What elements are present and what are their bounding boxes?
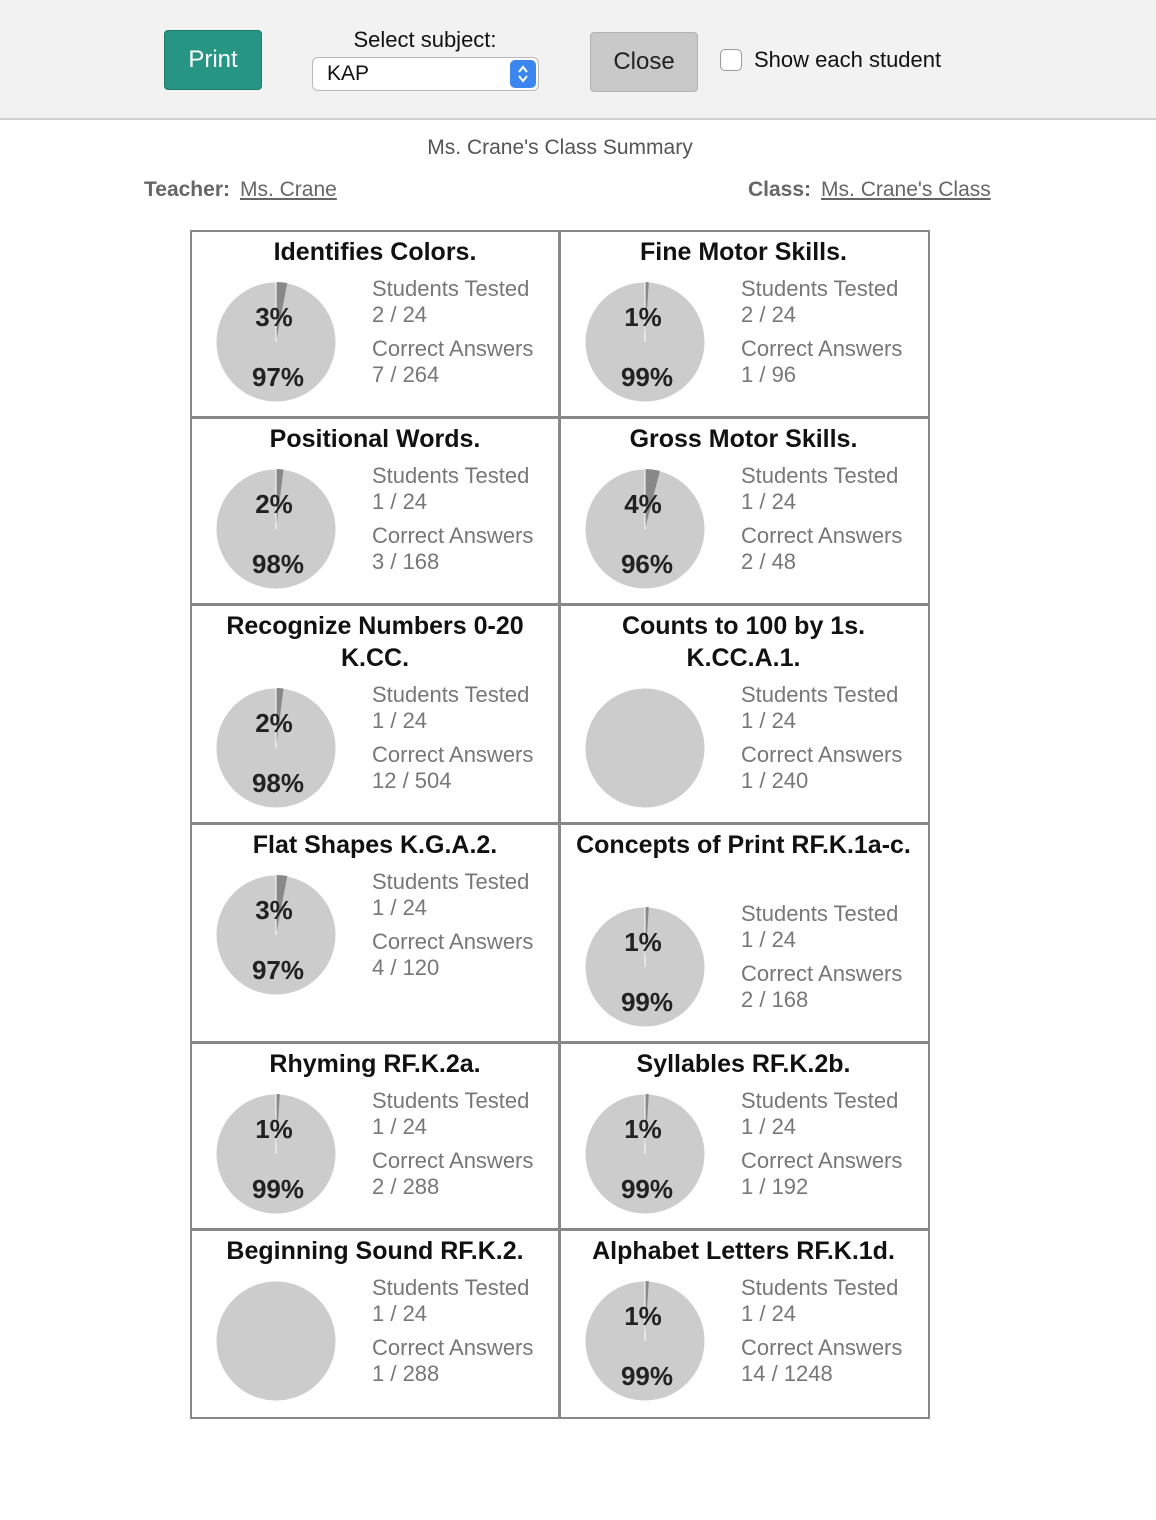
pie-chart [214,1092,338,1216]
students-tested-value: 1 / 24 [741,708,797,733]
pie-slice-label: 3% [255,302,293,332]
stats-gap [741,953,902,961]
skill-card [192,606,558,822]
skill-stats [741,463,902,575]
pie-remainder-label: 97% [251,362,305,392]
skill-stats [372,682,533,794]
students-tested-label: Students Tested [741,1088,899,1113]
correct-answers-label: Correct Answers [741,1148,903,1173]
grid-row [192,603,928,822]
correct-answers-label: Correct Answers [372,929,534,954]
skill-title: Beginning Sound RF.K.2. [226,1237,524,1265]
skill-stats [372,1088,533,1200]
skill-card [192,419,558,603]
pie-slice-label: 1% [624,1301,662,1331]
show-each-student-toggle[interactable] [720,46,941,74]
skill-title: Counts to 100 by 1s. K.CC.A.1. [621,612,866,672]
skill-card-body [561,678,926,812]
subject-select[interactable] [312,57,539,91]
skill-card [558,1044,926,1228]
pie-chart [214,686,338,810]
students-tested-value: 1 / 24 [741,927,797,952]
students-tested-label: Students Tested [372,682,530,707]
students-tested-label: Students Tested [741,901,899,926]
skill-card [558,825,926,1041]
correct-answers-value: 14 / 1248 [741,1361,833,1386]
correct-answers-value: 2 / 168 [741,987,809,1012]
grid-row [192,1041,928,1228]
students-tested-label: Students Tested [372,1275,530,1300]
skill-stats [741,682,902,794]
pie-slice-label: 1% [624,927,662,957]
pie-chart [214,873,338,997]
skill-stats [372,463,533,575]
skill-card [558,1231,926,1417]
class-key: Class: [748,178,812,201]
skill-title: Concepts of Print RF.K.1a-c. [576,831,911,859]
teacher-key: Teacher: [144,178,230,201]
skill-title: Gross Motor Skills. [629,425,858,453]
skill-card [192,825,558,1041]
skill-title: Rhyming RF.K.2a. [269,1050,481,1078]
correct-answers-value: 1 / 240 [741,768,809,793]
skill-card [558,419,926,603]
toolbar [0,0,1156,120]
grid-row [192,416,928,603]
skill-stats [372,1275,533,1387]
skill-card-body [561,272,926,406]
students-tested-value: 1 / 24 [372,1301,428,1326]
updown-arrows-icon [510,60,536,88]
pie-chart [214,280,338,404]
students-tested-label: Students Tested [741,463,899,488]
students-tested-value: 1 / 24 [741,1114,797,1139]
correct-answers-label: Correct Answers [372,742,534,767]
skill-card-body [192,1084,558,1218]
pie-remainder-label: 98% [251,768,305,798]
subject-select-value: KAP [327,62,370,85]
stats-gap [372,734,533,742]
correct-answers-value: 7 / 264 [372,362,440,387]
correct-answers-label: Correct Answers [741,336,903,361]
correct-answers-label: Correct Answers [372,1148,534,1173]
print-button[interactable]: Print [164,30,262,90]
students-tested-label: Students Tested [741,276,899,301]
grid-row [192,1228,928,1417]
pie-chart [583,1092,707,1216]
students-tested-value: 1 / 24 [741,489,797,514]
skill-title: Fine Motor Skills. [640,238,847,266]
teacher-link[interactable]: Ms. Crane [239,178,337,201]
skill-card [192,1231,558,1417]
students-tested-value: 2 / 24 [372,302,428,327]
pie-slice-label: 1% [624,302,662,332]
skill-stats [741,1088,902,1200]
pie-remainder-label: 97% [251,955,305,985]
pie-slice-label: 1% [255,1114,293,1144]
skill-stats [372,869,533,981]
pie-remainder-label: 99% [620,1361,674,1391]
skill-card-body [192,1271,558,1405]
skill-stats [372,276,533,388]
summary-title: Ms. Crane's Class Summary [427,136,693,159]
stats-gap [372,515,533,523]
stats-gap [741,734,902,742]
skill-card [192,232,558,416]
pie-remainder-label: 98% [251,549,305,579]
skill-title: Positional Words. [269,425,481,453]
subject-label: Select subject: [353,27,497,52]
skill-card [192,1044,558,1228]
teacher-info [144,178,337,202]
pie-remainder-label: 99% [620,987,674,1017]
stats-gap [372,328,533,336]
skill-title: Flat Shapes K.G.A.2. [252,831,498,859]
skill-card-body [192,459,558,593]
pie-chart [583,467,707,591]
correct-answers-label: Correct Answers [372,336,534,361]
skill-card-body [192,678,558,812]
pie-slice-label: 2% [255,708,293,738]
stats-gap [741,515,902,523]
students-tested-value: 1 / 24 [372,895,428,920]
skill-card [558,606,926,822]
skill-stats [741,1275,902,1387]
skill-title: Recognize Numbers 0-20 K.CC. [226,612,524,672]
correct-answers-label: Correct Answers [741,523,903,548]
skill-title: Identifies Colors. [273,238,477,266]
correct-answers-label: Correct Answers [741,1335,903,1360]
students-tested-label: Students Tested [741,682,899,707]
pie-slice-label: 1% [624,1114,662,1144]
skill-card-body [561,1271,926,1405]
skill-card-body [192,865,558,999]
stats-gap [372,921,533,929]
correct-answers-value: 2 / 48 [741,549,797,574]
students-tested-label: Students Tested [372,276,530,301]
pie-chart [583,905,707,1029]
pie-slice-label: 2% [255,489,293,519]
skill-stats [741,901,902,1013]
class-info [748,178,991,202]
grid-row [192,822,928,1041]
students-tested-label: Students Tested [372,463,530,488]
students-tested-label: Students Tested [372,869,530,894]
pie-remainder-slice [585,688,705,808]
show-each-student-checkbox[interactable] [720,49,742,71]
pie-chart [583,280,707,404]
correct-answers-value: 4 / 120 [372,955,440,980]
skill-title: Alphabet Letters RF.K.1d. [592,1237,895,1265]
skill-card [558,232,926,416]
students-tested-value: 1 / 24 [372,708,428,733]
skill-title: Syllables RF.K.2b. [636,1050,851,1078]
skill-stats [741,276,902,388]
skill-card-body [561,459,926,593]
pie-remainder-label: 96% [620,549,674,579]
correct-answers-value: 3 / 168 [372,549,440,574]
close-button[interactable]: Close [590,32,698,92]
stats-gap [741,1140,902,1148]
grid-row [192,232,928,416]
students-tested-value: 2 / 24 [741,302,797,327]
correct-answers-value: 1 / 96 [741,362,797,387]
students-tested-value: 1 / 24 [741,1301,797,1326]
show-each-student-label: Show each student [754,47,942,72]
pie-remainder-slice [216,1281,336,1401]
pie-chart [583,1279,707,1403]
stats-gap [741,1327,902,1335]
skill-card-body [561,1084,926,1218]
pie-chart [214,467,338,591]
pie-chart [214,1279,338,1403]
stats-gap [372,1140,533,1148]
stats-gap [372,1327,533,1335]
pie-remainder-label: 99% [251,1174,305,1204]
correct-answers-value: 12 / 504 [372,768,452,793]
students-tested-value: 1 / 24 [372,489,428,514]
correct-answers-label: Correct Answers [741,742,903,767]
students-tested-label: Students Tested [741,1275,899,1300]
correct-answers-label: Correct Answers [372,523,534,548]
skill-card-body [561,897,926,1031]
correct-answers-value: 2 / 288 [372,1174,440,1199]
pie-slice-label: 3% [255,895,293,925]
correct-answers-value: 1 / 192 [741,1174,809,1199]
pie-remainder-label: 99% [620,1174,674,1204]
correct-answers-label: Correct Answers [372,1335,534,1360]
pie-slice-label: 4% [624,489,662,519]
class-link[interactable]: Ms. Crane's Class [821,178,991,201]
correct-answers-value: 1 / 288 [372,1361,440,1386]
students-tested-label: Students Tested [372,1088,530,1113]
summary-grid [190,230,930,1419]
students-tested-value: 1 / 24 [372,1114,428,1139]
pie-chart [583,686,707,810]
stats-gap [741,328,902,336]
skill-card-body [192,272,558,406]
pie-remainder-label: 99% [620,362,674,392]
correct-answers-label: Correct Answers [741,961,903,986]
